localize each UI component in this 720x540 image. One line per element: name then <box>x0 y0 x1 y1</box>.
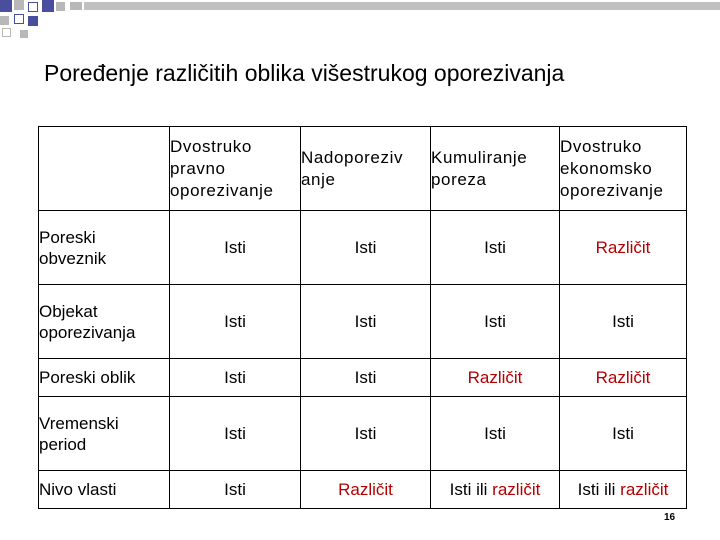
table-row <box>39 471 687 509</box>
header-kumuliranje-poreza <box>431 127 560 211</box>
deco-square-gray <box>14 0 24 10</box>
header-line: pravno <box>170 158 226 178</box>
table-cell: Različit <box>301 471 431 509</box>
deco-square-outline <box>2 28 11 37</box>
row-label-line: obveznik <box>39 248 107 268</box>
deco-square-gray <box>56 2 65 11</box>
table-cell: Isti <box>301 211 431 285</box>
table-cell: Različit <box>560 211 687 285</box>
deco-square-outline <box>28 2 38 12</box>
deco-square-blue <box>42 0 54 12</box>
row-label-line: Vremenski <box>39 413 119 433</box>
deco-square-outline <box>14 14 24 24</box>
table-row <box>39 397 687 471</box>
corner-decoration <box>0 0 720 40</box>
header-nadoporezivanje <box>301 127 431 211</box>
table-corner-cell <box>39 127 170 211</box>
table-row <box>39 359 687 397</box>
table-cell: Isti <box>170 359 301 397</box>
cell-text: Isti ili <box>577 479 616 499</box>
table-cell: Isti <box>431 211 560 285</box>
deco-square-gray <box>20 30 28 38</box>
table-cell: Isti <box>301 397 431 471</box>
header-dvostruko-ekonomsko <box>560 127 687 211</box>
table-cell: Različit <box>560 359 687 397</box>
header-line: Nadoporeziv <box>301 147 404 167</box>
page-number: 16 <box>664 512 676 523</box>
header-line: Dvostruko <box>560 136 642 156</box>
header-line: Dvostruko <box>170 136 252 156</box>
table-cell: Isti <box>560 397 687 471</box>
table-cell: Isti <box>560 285 687 359</box>
header-line: anje <box>301 169 336 189</box>
table-row <box>39 211 687 285</box>
row-label-line: oporezivanja <box>39 322 136 342</box>
table-cell: Različit <box>431 359 560 397</box>
table-cell: Isti <box>170 211 301 285</box>
row-label-poreski-oblik <box>39 359 170 397</box>
row-label-objekat-oporezivanja <box>39 285 170 359</box>
header-line: ekonomsko <box>560 158 653 178</box>
row-label-poreski-obveznik <box>39 211 170 285</box>
row-label-line: Poreski oblik <box>39 368 136 388</box>
table-cell <box>560 471 687 509</box>
table-cell: Isti <box>170 471 301 509</box>
header-line: poreza <box>431 169 487 189</box>
table-cell <box>431 471 560 509</box>
row-label-vremenski-period <box>39 397 170 471</box>
comparison-table <box>38 126 687 509</box>
deco-square-blue <box>28 16 38 26</box>
deco-square-blue <box>0 0 12 12</box>
table-cell: Isti <box>431 397 560 471</box>
deco-square-gray <box>0 16 9 25</box>
table-cell: Isti <box>170 285 301 359</box>
table-row <box>39 285 687 359</box>
row-label-line: Poreski <box>39 227 96 247</box>
table-header-row <box>39 127 687 211</box>
header-line: oporezivanje <box>560 180 664 200</box>
row-label-line: Nivo vlasti <box>39 480 117 500</box>
slide-title: Poređenje različitih oblika višestrukog oporezivanja <box>44 60 565 86</box>
header-dvostruko-pravno <box>170 127 301 211</box>
cell-text-highlight: različit <box>492 479 541 499</box>
row-label-line: Objekat <box>39 301 98 321</box>
cell-text-highlight: različit <box>620 479 669 499</box>
deco-strip <box>84 2 720 10</box>
row-label-nivo-vlasti <box>39 471 170 509</box>
table-cell: Isti <box>301 359 431 397</box>
deco-strip <box>70 2 82 10</box>
cell-text: Isti ili <box>449 479 488 499</box>
table-cell: Isti <box>170 397 301 471</box>
row-label-line: period <box>39 434 87 454</box>
table-cell: Isti <box>301 285 431 359</box>
header-line: Kumuliranje <box>431 147 528 167</box>
header-line: oporezivanje <box>170 180 274 200</box>
table-cell: Isti <box>431 285 560 359</box>
